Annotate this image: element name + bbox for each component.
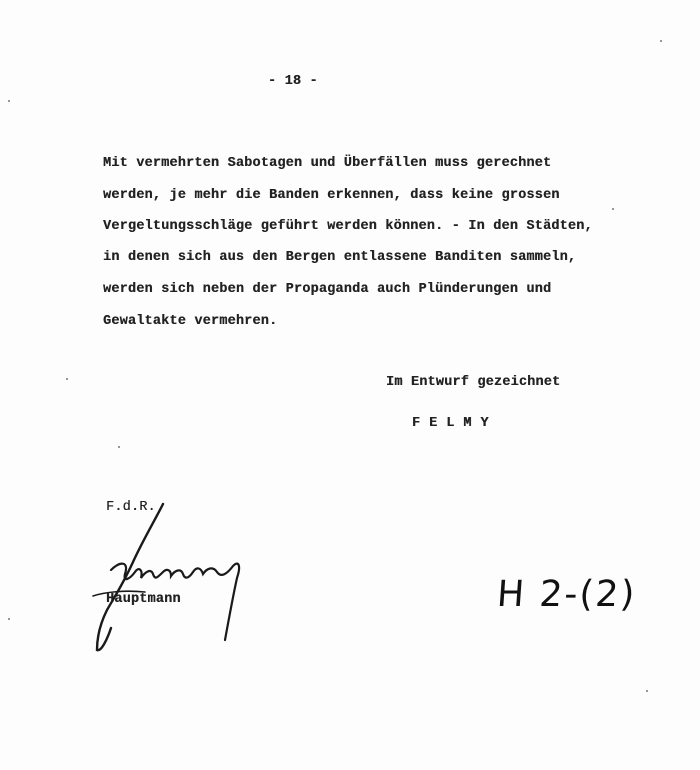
paper-speck — [8, 100, 10, 102]
paper-speck — [660, 40, 662, 42]
body-line-1: Mit vermehrten Sabotagen und Überfällen muss gerechnet — [103, 156, 552, 171]
body-line-4: in denen sich aus den Bergen entlassene Banditen sammeln, — [103, 250, 577, 265]
handwritten-signature — [85, 500, 255, 660]
paper-speck — [646, 690, 648, 692]
page-number: - 18 - — [268, 74, 318, 89]
paper-speck — [612, 208, 614, 210]
body-line-2: werden, je mehr die Banden erkennen, dass keine grossen — [103, 188, 560, 203]
body-line-6: Gewaltakte vermehren. — [103, 314, 278, 329]
paper-speck — [66, 378, 68, 380]
fdr-note: F.d.R. — [106, 500, 156, 515]
closing-phrase: Im Entwurf gezeichnet — [386, 375, 561, 390]
signatory-name: FELMY — [412, 416, 498, 431]
archive-reference: H 2-(2) — [495, 574, 638, 615]
paper-speck — [118, 446, 120, 448]
paper-speck — [8, 618, 10, 620]
rank-label: Hauptmann — [106, 592, 181, 607]
body-line-5: werden sich neben der Propaganda auch Plünderungen und — [103, 282, 552, 297]
body-line-3: Vergeltungsschläge geführt werden können. - In den Städten, — [103, 219, 593, 234]
